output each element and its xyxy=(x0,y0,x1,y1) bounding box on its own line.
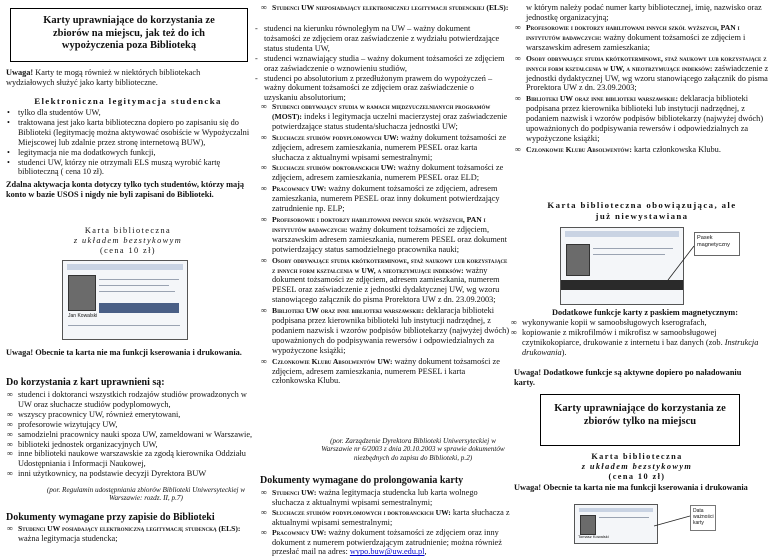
list-item: ∞ wszyscy pracownicy UW, również emerytowani, xyxy=(7,409,181,419)
card-caption-line3: (cena 10 zł) xyxy=(100,245,156,255)
dok-list xyxy=(6,524,254,544)
list-item: ∞ Pracownicy UW: ważny dokument tożsamości ze zdjęciem oraz inny dokument z numerem potwierdzającym zatrudnienie; można również przesłać mail na adres: wypo.buw@uw.edu.pl, xyxy=(261,527,502,557)
title-box xyxy=(10,8,248,62)
uwaga-text: Karty te mogą również w niektórych bibliotekach wydziałowych służyć jako karty biblioteczne. xyxy=(6,68,201,87)
list-item: • studenci UW, którzy nie otrzymali ELS muszą wyrobić kartę biblioteczną ( cena 10 zł). xyxy=(7,157,221,177)
prawo-list xyxy=(6,390,254,479)
list-item: ∞ inne biblioteki naukowe warszawskie za zgodą kierownika Oddziału Udostępniania i Informacji Naukowej, xyxy=(7,449,246,469)
prawo-heading: Do korzystania z kart uprawnieni są: xyxy=(6,377,165,388)
pointer-arrow-icon xyxy=(664,244,696,284)
onsite-card-image xyxy=(574,504,658,544)
card-caption-line3: (cena 10 zł) xyxy=(608,471,666,481)
list-item: ∞ Studenci UW: ważna legitymacja studencka lub karta wolnego słuchacza z aktualnymi wpisami semestralnymi; xyxy=(261,488,478,507)
card-name: Tomasz Kowalski xyxy=(578,534,609,539)
list-item: - studenci po absolutorium z przedłużonym prawem do wypożyczeń – ważny dokument tożsamości ze zdjęciem oraz zaświadczenie o uzyskaniu absolutorium; xyxy=(255,73,493,103)
list-item: ∞ biblioteki jednostek organizacyjnych UW, xyxy=(7,439,158,449)
list-item: ∞ Profesorowie i doktorzy habilitowani innych szkół wyższych, PAN i instytutów badawczych: ważny dokument tożsamości ze zdjęciem i warszawskim adresem zamieszkania; xyxy=(515,23,746,52)
uwaga-card-note: Uwaga! Obecnie ta karta nie ma funkcji kserowania i drukowania. xyxy=(6,348,242,357)
list-item: ∞ Studenci UW posiadający elektroniczną legitymację studencką (ELS): ważna legitymacja studencka; xyxy=(7,524,241,543)
list-item: ∞ Osoby odbywające studia krótkoterminowe, staż naukowy lub korzystające z innych form kształcenia w UW, a nieotrzymujące indeksów: ważny dokument tożsamości ze zdjęciem, adresem zamieszkania, numerem PESEL oraz zaświadczenie z jednostki dydaktycznej UW, wg wzoru stanowiącego załącznik do pisma Prorektora UW z dn. 23.09.2003; xyxy=(261,255,508,305)
column-right xyxy=(511,0,768,543)
list-item: • legitymacja nie ma dodatkowych funkcji, xyxy=(7,147,156,157)
list-item: ∞ Biblioteki UW oraz inne biblioteki warszawskie: deklaracja biblioteki podpisana przez kierownika biblioteki lub instytucji nadrzędnej, z podaniem nazwisk i wzorów podpisów bibliotekarzy (najwyżej dwóch) upoważnionych do podpisywania rewersów i odpowiedzialnych za wypożyczone książki; xyxy=(261,306,510,355)
card-name: Jan Kowalski xyxy=(68,313,98,319)
student-bullets xyxy=(6,108,250,177)
list-item: ∞ Słuchacze studiów podyplomowych UW: ważny dokument tożsamości ze zdjęciem, adresem zamieszkania, numerem PESEL oraz karta słuchacza z aktualnymi wpisami semestralnymi; xyxy=(261,132,507,162)
library-card-image xyxy=(62,260,188,340)
list-item: • tylko dla studentów UW, xyxy=(7,108,101,117)
top-continuation: w którym należy podać numer karty bibliotecznej, imię, nazwisko oraz jednostkę organizacyjną; xyxy=(526,3,762,22)
card-caption-line1: Karta biblioteczna xyxy=(84,226,172,235)
pasek-label: Pasek magnetyczny xyxy=(694,232,740,256)
uwaga-card-note-right: Uwaga! Obecnie ta karta nie ma funkcji kserowania i drukowania xyxy=(514,483,748,492)
list-item: ∞ Studenci odbywający studia w ramach międzyuczelnianych programów (MOST): indeks i legitymacja uczelni macierzystej oraz zaświadczenie potwierdzające status studenta/słuchacza jednostki UW; xyxy=(261,102,508,131)
email-link[interactable]: wypo.buw@uw.edu.pl xyxy=(349,547,425,557)
regulamin-ref: (por. Regulamin udostępniania zbiorów Biblioteki Uniwersyteckiej w Warszawie: rozdz. II, p.7) xyxy=(46,486,246,503)
list-item: ∞ Pracownicy UW: ważny dokument tożsamości ze zdjęciem, adresem zamieszkania, numerem PESEL oraz inny dokument potwierdzający zatrudnienie np. ELP; xyxy=(261,184,500,214)
column-middle xyxy=(255,0,510,557)
student-heading: Elektroniczna legitymacja studencka xyxy=(34,96,222,106)
list-item: ∞ studenci i doktoranci wszystkich rodzajów studiów prowadzonych w UW oraz słuchacze studiów podyplomowych, xyxy=(7,390,247,409)
list-item: - studenci na kierunku równoległym na UW – ważny dokument tożsamości ze zdjęciem oraz zaświadczenie z wydziału potwierdzające status studenta UW, xyxy=(255,24,500,53)
list-item: ∞ wykonywanie kopii w samoobsługowych kserografach, xyxy=(511,318,707,327)
zarzadzenie-ref: (por. Zarządzenie Dyrektora Biblioteki Uniwersyteckiej w Warszawie nr 6/2003 z dnia 20.10.2003 w sprawie dokumentów niezbędnych do zapisu do Biblioteki, p.2) xyxy=(321,437,505,462)
list-item: - studenci wznawiający studia – ważny dokument tożsamości ze zdjęciem oraz zaświadczenie o wznowieniu studiów, xyxy=(255,53,505,73)
list-item: ∞ samodzielni pracownicy nauki spoza UW, zameldowani w Warszawie, xyxy=(7,429,253,439)
list-item: ∞ Słuchacze studiów doktoranckich UW: ważny dokument tożsamości ze zdjęciem, adresem zamieszkania, numerem PESEL oraz ELD; xyxy=(261,163,504,183)
list-item: ∞ kopiowanie z mikrofilmów i mikrofisz w samoobsługowej czytnikokopiarce, drukowanie z internetu i baz danych (zob. Instrukcja drukowania). xyxy=(511,327,759,357)
column-left xyxy=(6,0,254,543)
card-caption-right xyxy=(514,452,760,482)
title-box-text: Karty uprawniające do korzystania ze zbiorów na miejscu, jak też do ich wypożyczenia poza Biblioteką xyxy=(43,15,215,51)
uwaga-lead: Uwaga! xyxy=(6,68,34,77)
card-caption-line2: z układem bezstykowym xyxy=(73,235,183,245)
list-item: ∞ Osoby odbywające studia krótkoterminowe, staż naukowy lub korzystające z innych form kształcenia w UW, a nieotrzymujące indeksów: zaświadczenie z jednostki dydaktycznej UW, wg wzoru stanowiącego załącznik do pisma Prorektora UW z dn. 23.09.2003; xyxy=(515,53,768,93)
list-item: ∞ Profesorowie i doktorzy habilitowani innych szkół wyższych, PAN i instytutów badawczych: ważny dokument tożsamości ze zdjęciem, warszawskim adresem zamieszkania, numerem PESEL oraz dokument potwierdzający status samodzielnego pracownika nauki; xyxy=(261,214,507,254)
prol-heading: Dokumenty wymagane do prolongowania karty xyxy=(260,475,464,486)
uwaga-funkcje: Uwaga! Dodatkowe funkcje są aktywne dopiero po naładowaniu karty. xyxy=(514,368,742,387)
pointer-arrow-icon xyxy=(652,512,692,532)
card-caption-line2: z układem bezstykowym xyxy=(581,461,693,471)
zdalna-note: Zdalna aktywacja konta dotyczy tylko tych studentów, którzy mają konto w bazie USOS i nigdy nie byli zapisani do Biblioteki. xyxy=(6,180,245,199)
list-item: ∞ Członkowie Klubu Absolwentów: karta członkowska Klubu. xyxy=(515,144,721,154)
dash-list xyxy=(254,24,508,103)
list-item: ∞ Słuchacze studiów podyplomowych i doktoranckich UW: karta słuchacza z aktualnymi wpisami semestralnymi; xyxy=(261,507,510,527)
nieposiadajacy-list xyxy=(260,3,510,13)
obow-heading: Karta biblioteczna obowiązująca, ale już niewystawiana xyxy=(547,200,737,221)
list-item: ∞ inni użytkownicy, na podstawie decyzji Dyrektora BUW xyxy=(7,469,207,479)
list-item: ∞ Studenci UW nieposiadający elektronicznej legitymacji studenckiej (ELS): xyxy=(261,3,509,12)
card-caption-line1: Karta biblioteczna xyxy=(591,452,683,461)
documents-list xyxy=(260,102,510,387)
box-only-onsite-text: Karty uprawniające do korzystania ze zbiorów tylko na miejscu xyxy=(554,403,726,427)
prol-list-cont xyxy=(514,23,768,156)
funkcje-list xyxy=(510,318,768,358)
list-item: ∞ Biblioteki UW oraz inne biblioteki warszawskie: deklaracja biblioteki podpisana przez kierownika biblioteki lub instytucji nadrzędnej, z podaniem nazwisk i wzorów podpisów bibliotekarzy (najwyżej dwóch) upoważnionych do podpisywania rewersów i odpowiedzialnych za wypożyczone książki; xyxy=(515,94,764,143)
prol-list xyxy=(260,488,510,557)
list-item: • traktowana jest jako karta biblioteczna dopiero po zapisaniu się do Biblioteki (legitymację można aktywować osobiście w Wypożyczalni Miejscowej lub zdalnie przez stronę internetową BUW), xyxy=(7,117,250,147)
dok-heading: Dokumenty wymagane przy zapisie do Biblioteki xyxy=(6,512,215,523)
uwaga-note xyxy=(6,68,250,88)
box-only-onsite xyxy=(540,394,740,446)
card-caption-left xyxy=(6,226,250,256)
dodatkowe-heading: Dodatkowe funkcje karty z paskiem magnetycznym: xyxy=(552,308,738,317)
list-item: ∞ profesorowie wizytujący UW, xyxy=(7,419,118,429)
list-item: ∞ Członkowie Klubu Absolwentów UW: ważny dokument tożsamości ze zdjęciem, adresem zamieszkania, numerem PESEL i karta członkowska Klubu. xyxy=(261,356,500,386)
data-waznosci-label: Data ważności karty xyxy=(690,505,716,531)
